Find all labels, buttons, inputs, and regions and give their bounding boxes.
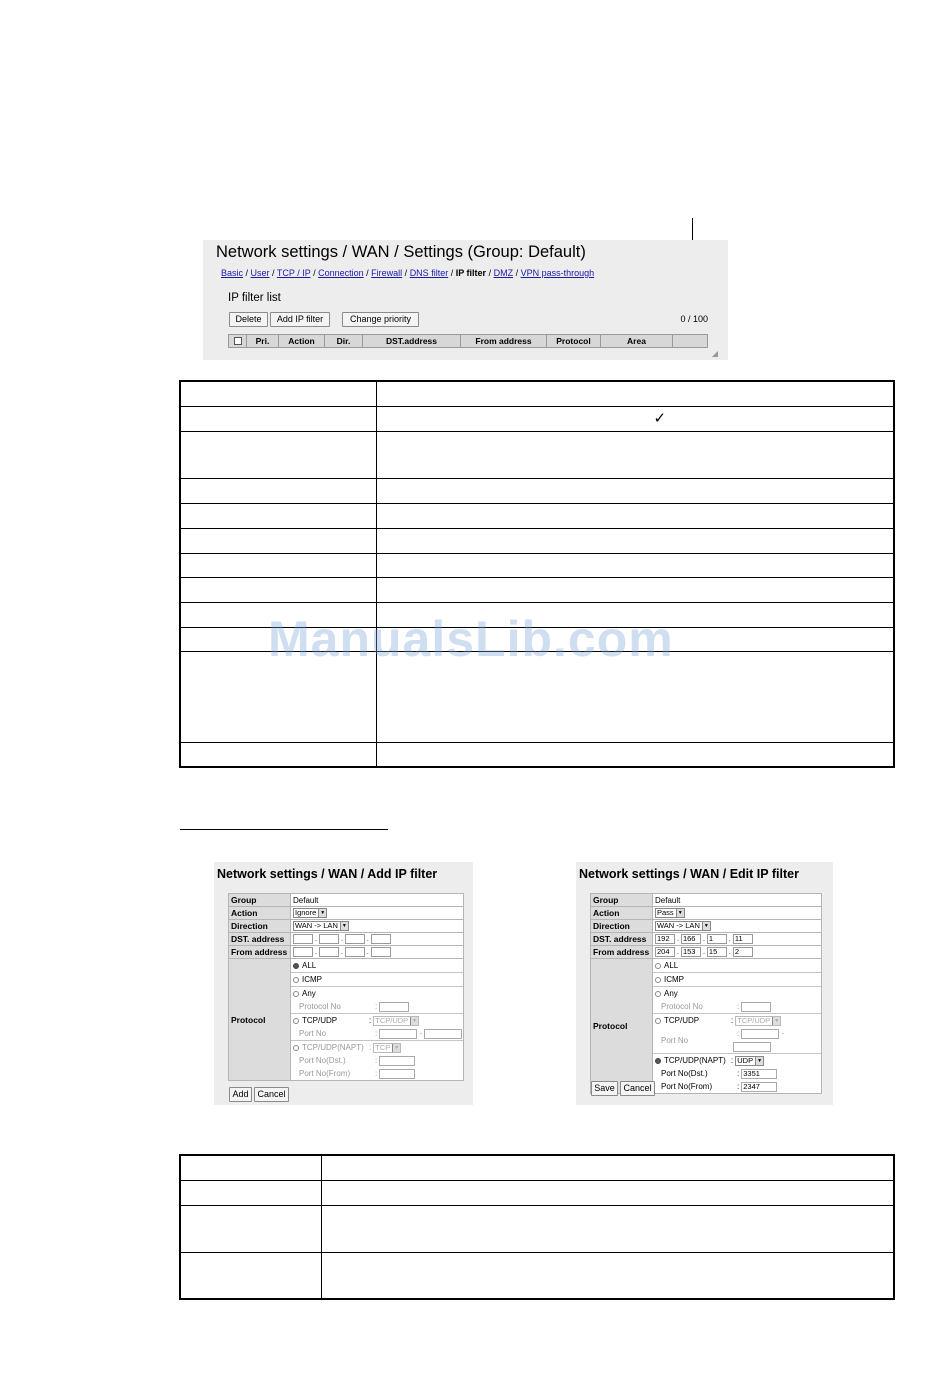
watermark: ManualsLib.com: [268, 611, 674, 667]
ip-filter-table-header: [228, 334, 708, 348]
table-row: [180, 553, 894, 577]
cancel-button[interactable]: Cancel: [254, 1087, 289, 1102]
table-row: [180, 528, 894, 553]
from-address-field: 204 . 153 . 15 . 2: [653, 946, 822, 959]
from-address-field: . . .: [291, 946, 464, 959]
protocol-any-option[interactable]: Any: [653, 986, 821, 1000]
ip-filter-list-screenshot: [203, 240, 728, 360]
port-from-row: Port No(From) :: [291, 1067, 463, 1080]
chevron-down-icon: ▼: [676, 909, 684, 917]
port-dst-input[interactable]: 3351: [741, 1069, 777, 1079]
protocol-napt-option[interactable]: TCP/UDP(NAPT) : UDP ▼: [653, 1053, 821, 1067]
from-octet-1[interactable]: 204: [655, 947, 675, 957]
edit-form-title: Network settings / WAN / Edit IP filter: [579, 867, 799, 881]
protocol-all-option[interactable]: ALL: [653, 959, 821, 972]
direction-select[interactable]: WAN -> LAN ▼: [293, 921, 349, 931]
breadcrumb-basic[interactable]: Basic: [221, 268, 244, 278]
action-select[interactable]: Pass ▼: [655, 908, 685, 918]
table-row: [180, 577, 894, 602]
port-dst-row: Port No(Dst.) : 3351: [653, 1067, 821, 1080]
protocol-napt-option[interactable]: TCP/UDP(NAPT) : TCP ▼: [291, 1040, 463, 1054]
chevron-down-icon: ▼: [392, 1044, 400, 1052]
from-octet-2[interactable]: 153: [681, 947, 701, 957]
table-row: [180, 1252, 894, 1299]
port-no-end-input[interactable]: [424, 1029, 462, 1039]
radio-icon: [293, 1045, 299, 1051]
description-table-1: [179, 380, 895, 768]
action-label: Action: [229, 907, 291, 920]
breadcrumb-dmz[interactable]: DMZ: [493, 268, 514, 278]
dst-address-label: DST. address: [229, 933, 291, 946]
add-form-table: [228, 893, 464, 1081]
protocol-label: Protocol: [591, 959, 653, 1094]
protocol-no-input[interactable]: [379, 1002, 409, 1012]
from-octet-4[interactable]: 2: [733, 947, 753, 957]
table-row: [180, 1205, 894, 1252]
breadcrumb: Basic / User / TCP / IP / Connection / Firewall / DNS filter / IP filter / DMZ / VPN pass-through: [221, 268, 595, 278]
protocol-icmp-option[interactable]: ICMP: [653, 972, 821, 986]
radio-icon: [293, 1018, 299, 1024]
radio-icon: [293, 963, 299, 969]
col-dst-address: DST.address: [363, 335, 461, 347]
action-select[interactable]: Ignore ▼: [293, 908, 327, 918]
from-octet-3[interactable]: [345, 947, 365, 957]
napt-select[interactable]: UDP ▼: [735, 1056, 764, 1066]
action-label: Action: [591, 907, 653, 920]
breadcrumb-vpn[interactable]: VPN pass-through: [520, 268, 595, 278]
port-dst-row: Port No(Dst.) :: [291, 1054, 463, 1067]
protocol-label: Protocol: [229, 959, 291, 1081]
radio-icon: [655, 1018, 661, 1024]
dst-octet-3[interactable]: [345, 934, 365, 944]
direction-label: Direction: [591, 920, 653, 933]
filter-count: 0 / 100: [680, 314, 708, 324]
port-no-row: Port No : -: [291, 1027, 463, 1040]
breadcrumb-user[interactable]: User: [250, 268, 270, 278]
breadcrumb-firewall[interactable]: Firewall: [371, 268, 403, 278]
select-all-cell: [229, 335, 247, 347]
table-row: [180, 742, 894, 767]
protocol-no-input[interactable]: [741, 1002, 771, 1012]
radio-icon: [655, 1058, 661, 1064]
protocol-icmp-option[interactable]: ICMP: [291, 972, 463, 986]
radio-icon: [655, 991, 661, 997]
port-no-end-input[interactable]: [733, 1042, 771, 1052]
resize-grip-icon: ◢: [711, 349, 718, 358]
radio-icon: [655, 977, 661, 983]
chevron-down-icon: ▼: [318, 909, 326, 917]
dst-address-field: 192 . 166 . 1 . 11: [653, 933, 822, 946]
table-row: [180, 431, 894, 478]
direction-label: Direction: [229, 920, 291, 933]
table-row: [180, 1180, 894, 1205]
from-octet-3[interactable]: 15: [707, 947, 727, 957]
port-dst-input[interactable]: [379, 1056, 415, 1066]
add-ip-filter-screenshot: [214, 862, 473, 1105]
protocol-tcpudp-option[interactable]: TCP/UDP : TCP/UDP ▼: [291, 1013, 463, 1027]
direction-select[interactable]: WAN -> LAN ▼: [655, 921, 711, 931]
tcpudp-select[interactable]: TCP/UDP ▼: [735, 1016, 781, 1026]
chevron-down-icon: ▼: [772, 1017, 780, 1025]
dst-octet-2[interactable]: 166: [681, 934, 701, 944]
col-area: Area: [601, 335, 673, 347]
port-no-row: Port No : -: [653, 1027, 821, 1053]
group-value: Default: [291, 894, 464, 907]
tcpudp-select[interactable]: TCP/UDP ▼: [373, 1016, 419, 1026]
radio-icon: [293, 991, 299, 997]
col-action: Action: [279, 335, 325, 347]
chevron-down-icon: ▼: [410, 1017, 418, 1025]
chevron-down-icon: ▼: [340, 922, 348, 930]
port-no-start-input[interactable]: [741, 1029, 779, 1039]
col-blank: [673, 335, 707, 347]
dst-octet-2[interactable]: [319, 934, 339, 944]
cancel-button[interactable]: Cancel: [620, 1081, 655, 1096]
edit-ip-filter-screenshot: [576, 862, 833, 1105]
dst-address-field: . . .: [291, 933, 464, 946]
radio-icon: [655, 963, 661, 969]
port-from-input[interactable]: [379, 1069, 415, 1079]
col-from-address: From address: [461, 335, 547, 347]
table-row: [180, 406, 894, 431]
dst-octet-1[interactable]: [293, 934, 313, 944]
chevron-down-icon: ▼: [702, 922, 710, 930]
table-row: [180, 503, 894, 528]
table-row: [180, 381, 894, 406]
checkmark-icon: ✓: [653, 409, 667, 427]
group-value: Default: [653, 894, 822, 907]
protocol-tcpudp-option[interactable]: TCP/UDP : TCP/UDP ▼: [653, 1013, 821, 1027]
port-from-row: Port No(From) : 2347: [653, 1080, 821, 1093]
ip-filter-list-heading: IP filter list: [228, 292, 281, 304]
breadcrumb-connection[interactable]: Connection: [318, 268, 364, 278]
edit-form-table: [590, 893, 822, 1094]
breadcrumb-dns-filter[interactable]: DNS filter: [409, 268, 449, 278]
breadcrumb-tcpip[interactable]: TCP / IP: [276, 268, 311, 278]
port-from-input[interactable]: 2347: [741, 1082, 777, 1092]
protocol-no-row: Protocol No :: [653, 1000, 821, 1013]
save-button[interactable]: Save: [591, 1081, 618, 1096]
protocol-no-row: Protocol No :: [291, 1000, 463, 1013]
port-no-start-input[interactable]: [379, 1029, 417, 1039]
table-row: [180, 1155, 894, 1180]
dst-octet-3[interactable]: 1: [707, 934, 727, 944]
dst-octet-4[interactable]: [371, 934, 391, 944]
col-dir: Dir.: [325, 335, 363, 347]
group-label: Group: [591, 894, 653, 907]
col-protocol: Protocol: [547, 335, 601, 347]
page-title: Network settings / WAN / Settings (Group: Default): [216, 243, 586, 261]
table-row: [180, 478, 894, 503]
section-underline: [180, 829, 388, 830]
select-all-checkbox[interactable]: [234, 337, 242, 345]
change-priority-button[interactable]: Change priority: [342, 312, 419, 327]
delete-button[interactable]: Delete: [229, 312, 268, 327]
add-button[interactable]: Add: [229, 1087, 252, 1102]
from-octet-2[interactable]: [319, 947, 339, 957]
breadcrumb-ip-filter: IP filter: [455, 268, 487, 278]
from-address-label: From address: [591, 946, 653, 959]
group-label: Group: [229, 894, 291, 907]
dst-address-label: DST. address: [591, 933, 653, 946]
description-table-2: [179, 1154, 895, 1300]
napt-select[interactable]: TCP ▼: [373, 1043, 401, 1053]
from-octet-4[interactable]: [371, 947, 391, 957]
col-pri: Pri.: [247, 335, 279, 347]
add-form-title: Network settings / WAN / Add IP filter: [217, 867, 438, 881]
from-address-label: From address: [229, 946, 291, 959]
protocol-all-option[interactable]: ALL: [291, 959, 463, 972]
add-ip-filter-button[interactable]: Add IP filter: [270, 312, 330, 327]
protocol-any-option[interactable]: Any: [291, 986, 463, 1000]
chevron-down-icon: ▼: [755, 1057, 763, 1065]
from-octet-1[interactable]: [293, 947, 313, 957]
radio-icon: [293, 977, 299, 983]
dst-octet-1[interactable]: 192: [655, 934, 675, 944]
dst-octet-4[interactable]: 11: [733, 934, 753, 944]
